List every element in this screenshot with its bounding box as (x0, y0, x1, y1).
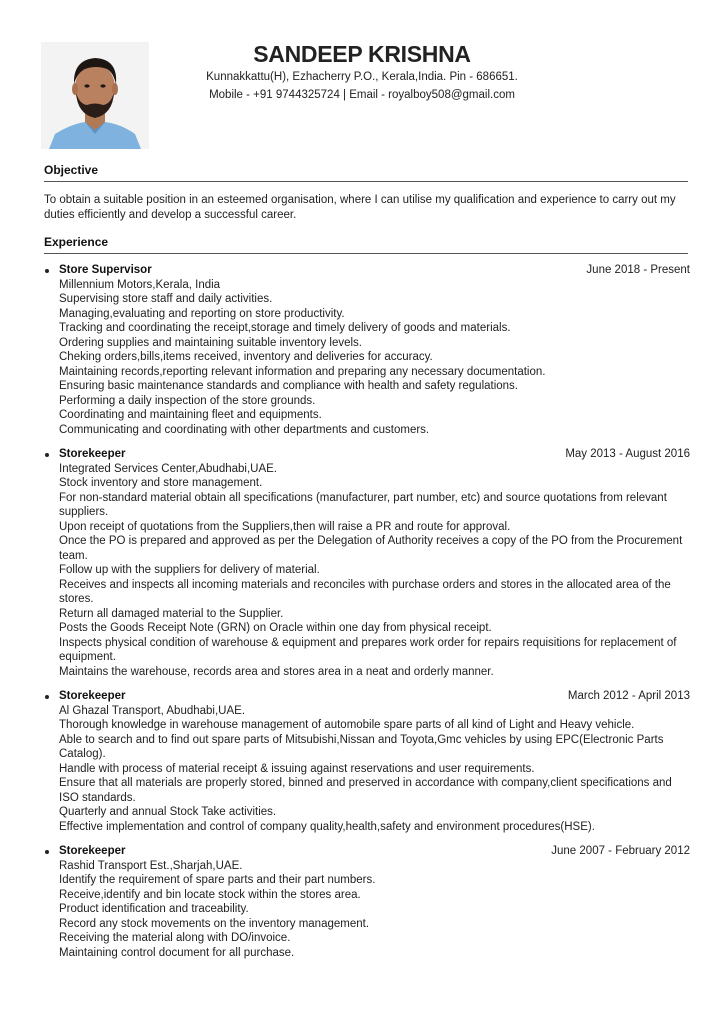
address-line: Kunnakkattu(H), Ezhacherry P.O., Kerala,India. Pin - 686651. (206, 71, 518, 83)
bullet-icon (45, 695, 49, 699)
objective-heading: Objective (44, 163, 688, 182)
job-duty: Return all damaged material to the Supplier. (59, 607, 284, 620)
job-duty: Receiving the material along with DO/invoice. (59, 932, 291, 944)
job-title: Store Supervisor (59, 264, 152, 276)
job-duty: Identify the requirement of spare parts and their part numbers. (59, 874, 376, 886)
job-duty: Ordering supplies and maintaining suitable inventory levels. (59, 336, 363, 349)
job-duty: For non-standard material obtain all specifications (manufacturer, part number, etc) and source quotations from relevant suppliers. (59, 491, 667, 518)
job-employer: Al Ghazal Transport, Abudhabi,UAE. (59, 704, 246, 717)
job-duty: Follow up with the suppliers for delivery of material. (59, 564, 320, 576)
job-dates: March 2012 - April 2013 (567, 690, 690, 702)
job-duty: Performing a daily inspection of the store grounds. (59, 394, 316, 407)
job-duty: Handle with process of material receipt & issuing against reservations and user requirements. (59, 762, 535, 775)
job-duty: Coordinating and maintaining fleet and equipments. (59, 409, 322, 421)
job-duty: Inspects physical condition of warehouse & equipment and prepares work order for repairs requisitions for replacement of equipment. (59, 636, 677, 663)
job-entry (44, 689, 690, 834)
job-dates: June 2018 - Present (586, 264, 690, 276)
bullet-icon (45, 269, 49, 273)
job-header (59, 447, 690, 462)
bullet-icon (45, 850, 49, 854)
job-duty: Ensuring basic maintenance standards and compliance with health and safety regulations. (59, 380, 519, 392)
job-duty: Product identification and traceability. (59, 903, 249, 915)
job-employer: Integrated Services Center,Abudhabi,UAE. (59, 462, 277, 475)
profile-photo (41, 42, 149, 149)
job-duty: Maintains the warehouse, records area and stores area in a neat and orderly manner. (59, 665, 494, 678)
job-title: Storekeeper (59, 690, 126, 702)
job-duty: Cheking orders,bills,items received, inventory and deliveries for accuracy. (59, 351, 433, 363)
job-title: Storekeeper (59, 845, 126, 857)
job-duty: Receive,identify and bin locate stock within the stores area. (59, 888, 361, 901)
job-entry (44, 447, 690, 679)
job-duty: Quarterly and annual Stock Take activities. (59, 806, 277, 818)
job-duty: Once the PO is prepared and approved as per the Delegation of Authority receives a copy of the PO from the Procurement team. (59, 535, 683, 562)
job-duty: Upon receipt of quotations from the Suppliers,then will raise a PR and route for approval. (59, 520, 511, 533)
job-duty: Managing,evaluating and reporting on store productivity. (59, 307, 345, 320)
profile-photo-image (41, 42, 149, 149)
job-header (59, 263, 690, 278)
job-duty: Tracking and coordinating the receipt,storage and timely delivery of goods and materials. (59, 322, 511, 334)
job-entry (44, 844, 690, 960)
job-duty: Stock inventory and store management. (59, 477, 263, 489)
job-employer: Rashid Transport Est.,Sharjah,UAE. (59, 859, 243, 872)
bullet-icon (45, 453, 49, 457)
job-header (59, 844, 690, 859)
job-header (59, 689, 690, 704)
job-duty: Ensure that all materials are properly stored, binned and preserved in accordance with company,client specifications and ISO standards. (59, 777, 672, 804)
job-duty: Supervising store staff and daily activities. (59, 293, 273, 305)
job-employer: Millennium Motors,Kerala, India (59, 278, 221, 291)
job-duty: Posts the Goods Receipt Note (GRN) on Oracle within one day from physical receipt. (59, 622, 492, 634)
job-entry (44, 263, 690, 437)
resume-header (150, 40, 574, 105)
candidate-name: SANDEEP KRISHNA (253, 41, 471, 67)
job-duty: Maintaining control document for all purchase. (59, 946, 295, 959)
contact-line: Mobile - +91 9744325724 | Email - royalboy508@gmail.com (209, 89, 515, 101)
job-title: Storekeeper (59, 448, 126, 460)
job-dates: June 2007 - February 2012 (551, 845, 690, 857)
experience-heading: Experience (44, 235, 688, 254)
job-duty: Maintaining records,reporting relevant information and preparing any necessary documentation. (59, 365, 546, 378)
job-duty: Record any stock movements on the inventory management. (59, 917, 370, 930)
job-duty: Communicating and coordinating with other departments and customers. (59, 423, 430, 436)
job-dates: May 2013 - August 2016 (565, 448, 690, 460)
experience-list (44, 263, 690, 970)
job-duty: Receives and inspects all incoming materials and reconciles with purchase orders and stores in the allocated area of the stores. (59, 578, 671, 605)
job-duty: Able to search and to find out spare parts of Mitsubishi,Nissan and Toyota,Gmc vehicles by using EPC(Electronic Parts Catalog). (59, 733, 664, 760)
job-duty: Thorough knowledge in warehouse management of automobile spare parts of all kind of Light and Heavy vehicle. (59, 719, 635, 731)
objective-text: To obtain a suitable position in an esteemed organisation, where I can utilise my qualification and experience to carry out my duties efficiently and develop a successful career. (44, 194, 676, 221)
job-duty: Effective implementation and control of company quality,health,safety and environment procedures(HSE). (59, 820, 595, 833)
